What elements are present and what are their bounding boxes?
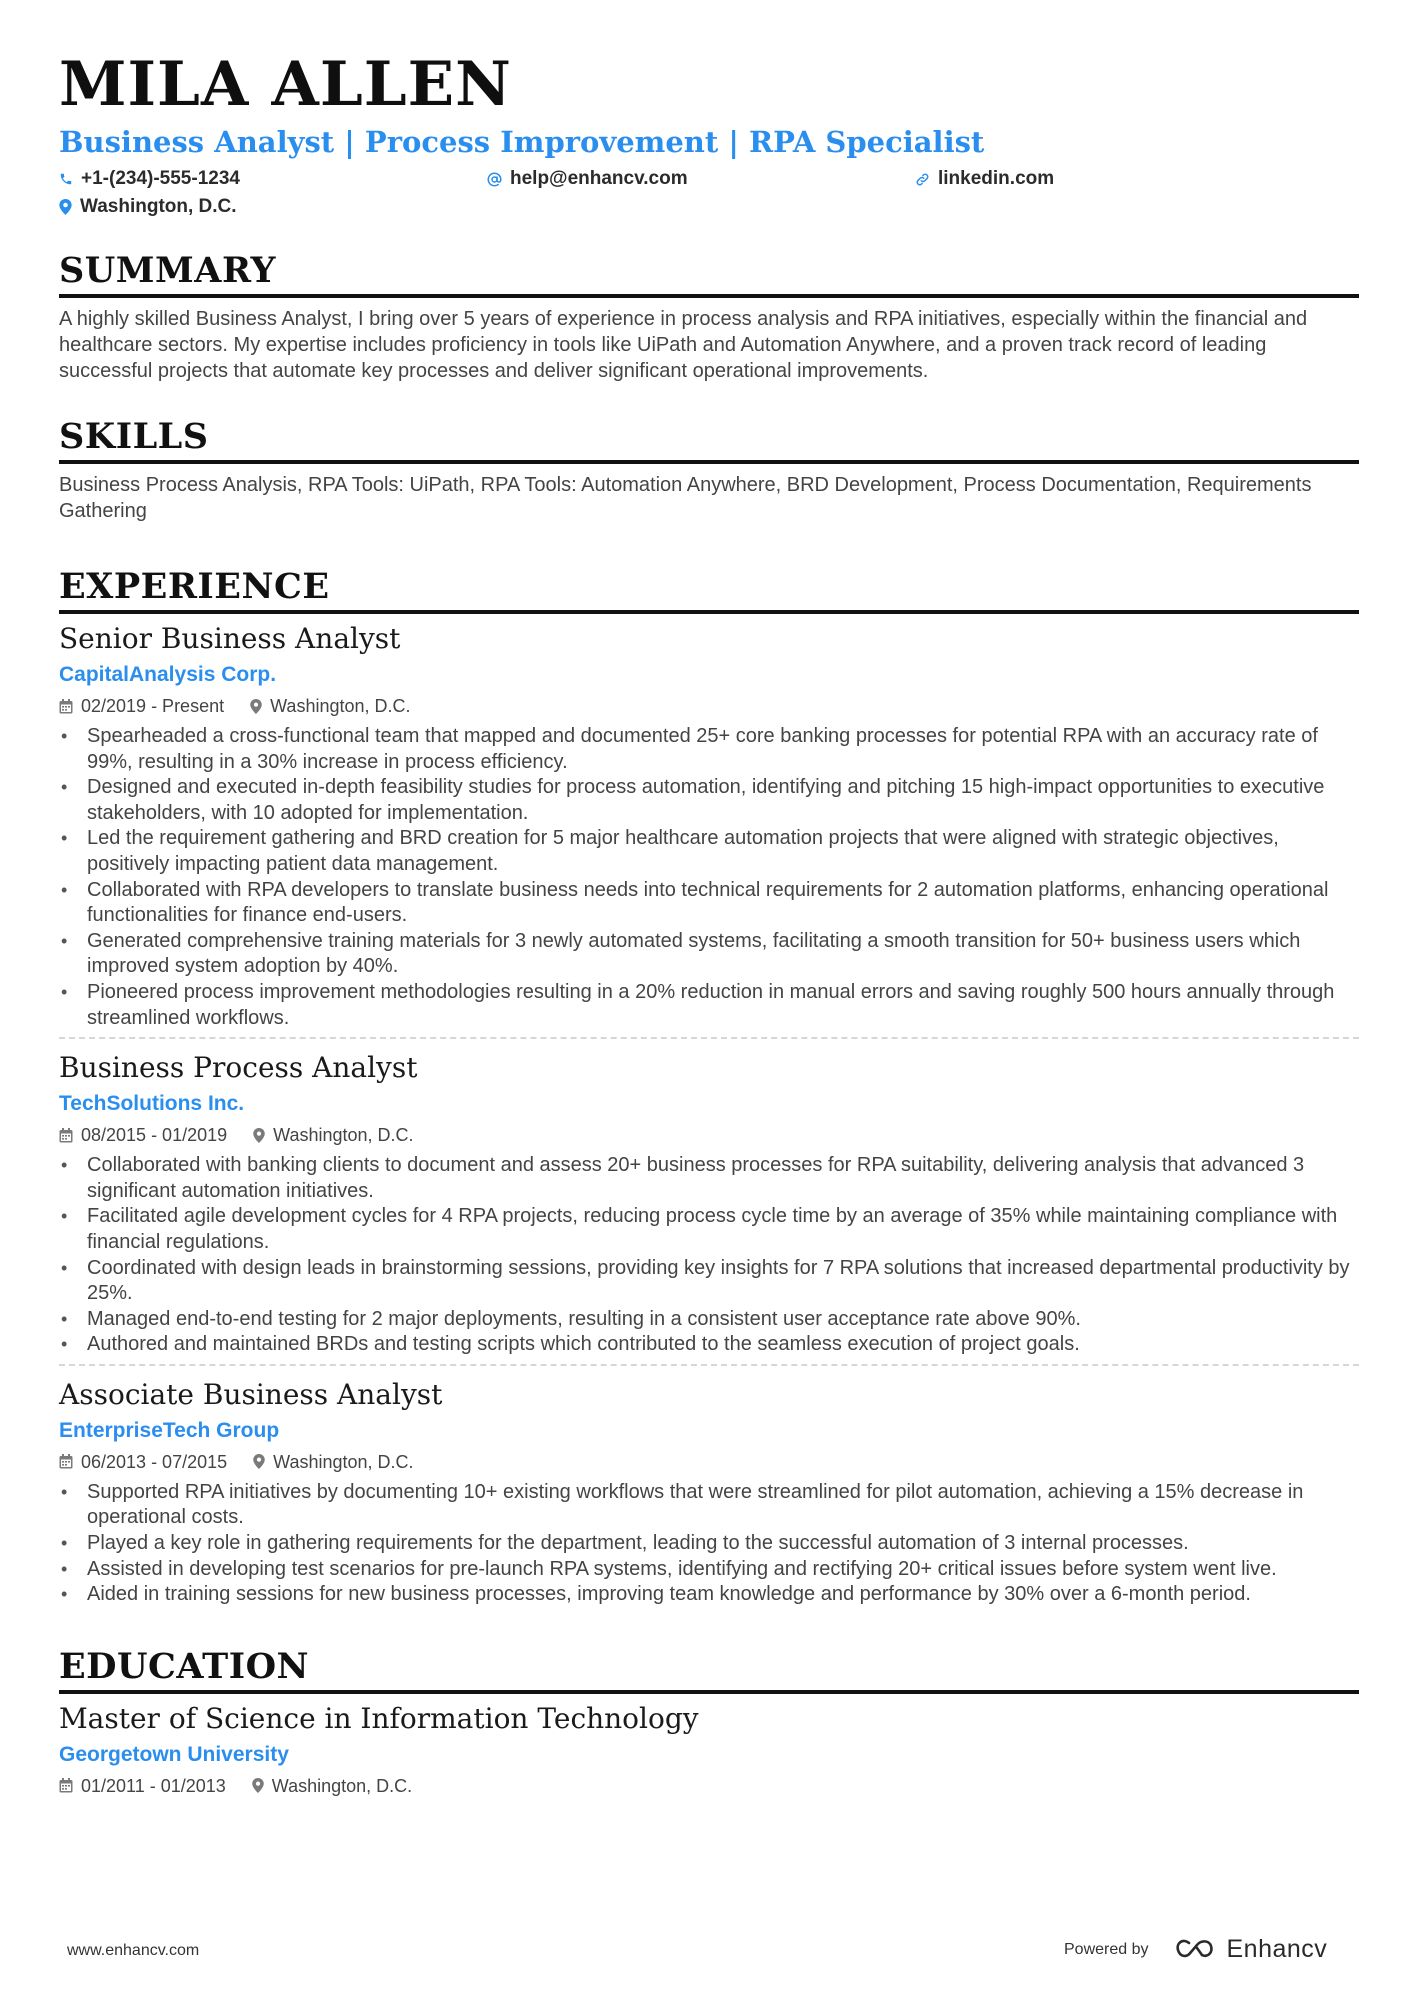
at-icon <box>487 172 502 187</box>
contact-location <box>59 194 237 220</box>
job-entry <box>59 1376 1359 1614</box>
phone-text: +1-(234)-555-1234 <box>81 168 240 189</box>
education-section <box>59 1644 1359 1800</box>
experience-section <box>59 564 1359 1614</box>
education-dates-text: 01/2011 - 01/2013 <box>81 1775 226 1796</box>
location-pin-icon <box>253 1128 265 1143</box>
summary-text: A highly skilled Business Analyst, I bring over 5 years of experience in process analysis and RPA initiatives, especially within the financial and healthcare sectors. My expertise includes proficiency in tools like UiPath and Automation Anywhere, and a proven track record of leading successful projects that automate key processes and deliver significant operational improvements. <box>59 308 1308 382</box>
location-pin-icon <box>59 199 72 215</box>
job-dates <box>59 1121 227 1149</box>
job-role: Associate Business Analyst <box>59 1377 443 1411</box>
job-meta <box>59 1121 1359 1149</box>
bullet-item: • Supported RPA initiatives by documenting 10+ existing workflows that were streamlined for pilot automation, achieving a 15% decrease in operational costs. <box>59 1480 1359 1531</box>
job-company[interactable]: CapitalAnalysis Corp. <box>59 663 277 686</box>
contact-row-2 <box>59 194 1359 220</box>
job-location <box>250 692 410 720</box>
job-entry <box>59 620 1359 1039</box>
job-bullets <box>59 1153 1359 1358</box>
education-heading: EDUCATION <box>59 1644 1359 1694</box>
bullet-item: • Managed end-to-end testing for 2 major deployments, resulting in a consistent user acceptance rate above 90%. <box>59 1307 1359 1333</box>
job-meta <box>59 692 1359 720</box>
bullet-item: • Assisted in developing test scenarios for pre-launch RPA systems, identifying and rectifying 20+ critical issues before system went live. <box>59 1557 1359 1583</box>
job-location-text: Washington, D.C. <box>273 1125 414 1146</box>
calendar-icon <box>59 1128 73 1143</box>
bullet-item: • Coordinated with design leads in brainstorming sessions, providing key insights for 7 RPA solutions that increased departmental productivity by 25%. <box>59 1256 1359 1307</box>
job-role: Senior Business Analyst <box>59 622 401 655</box>
bullet-item: • Facilitated agile development cycles for 4 RPA projects, reducing process cycle time by an average of 35% while maintaining compliance with financial regulations. <box>59 1204 1359 1255</box>
summary-heading: SUMMARY <box>59 248 1359 298</box>
job-bullets <box>59 724 1359 1031</box>
contact-linkedin[interactable] <box>915 166 1054 192</box>
contact-phone[interactable] <box>59 166 487 192</box>
footer-branding[interactable] <box>1064 1935 1327 1964</box>
skills-text: Business Process Analysis, RPA Tools: UiPath, RPA Tools: Automation Anywhere, BRD Development, Process Documentation, Requirements Gathering <box>59 474 1312 522</box>
job-meta <box>59 1448 1359 1476</box>
location-pin-icon <box>252 1778 264 1793</box>
skills-heading: SKILLS <box>59 414 1359 464</box>
job-dates <box>59 692 224 720</box>
job-company[interactable]: EnterpriseTech Group <box>59 1418 280 1442</box>
education-location-text: Washington, D.C. <box>271 1775 413 1796</box>
skills-section <box>59 414 1359 524</box>
bullet-item: • Led the requirement gathering and BRD creation for 5 major healthcare automation projects that were aligned with strategic objectives, positively impacting patient data management. <box>59 826 1359 877</box>
bullet-item: • Collaborated with RPA developers to translate business needs into technical requirements for 2 automation platforms, enhancing operational functionalities for finance end-users. <box>59 878 1359 929</box>
bullet-item: • Pioneered process improvement methodologies resulting in a 20% reduction in manual errors and saving roughly 500 hours annually through streamlined workflows. <box>59 980 1359 1031</box>
job-bullets <box>59 1480 1359 1608</box>
job-dates-text: 06/2013 - 07/2015 <box>81 1451 228 1472</box>
candidate-name: MILA ALLEN <box>59 49 512 120</box>
brand-name: Enhancv <box>1226 1935 1328 1963</box>
calendar-icon <box>59 1778 73 1793</box>
degree-title: Master of Science in Information Technology <box>59 1701 699 1735</box>
job-company[interactable]: TechSolutions Inc. <box>59 1092 245 1116</box>
bullet-item: • Generated comprehensive training materials for 3 newly automated systems, facilitating a smooth transition for 50+ business users which improved system adoption by 40%. <box>59 929 1359 980</box>
job-role: Business Process Analyst <box>59 1051 418 1085</box>
calendar-icon <box>59 699 73 714</box>
link-icon <box>915 172 930 187</box>
contact-row <box>59 166 1359 192</box>
job-dates-text: 08/2015 - 01/2019 <box>81 1125 228 1146</box>
candidate-title: Business Analyst | Process Improvement | RPA Specialist <box>59 125 985 159</box>
job-dates-text: 02/2019 - Present <box>81 696 225 716</box>
bullet-item: • Collaborated with banking clients to document and assess 20+ business processes for RPA suitability, delivering analysis that advanced 3 significant automation initiatives. <box>59 1153 1359 1204</box>
location-text: Washington, D.C. <box>80 196 237 217</box>
bullet-item: • Aided in training sessions for new business processes, improving team knowledge and performance by 30% over a 6-month period. <box>59 1582 1359 1608</box>
job-dates <box>59 1448 227 1476</box>
footer-website[interactable]: www.enhancv.com <box>67 1942 200 1959</box>
bullet-item: • Played a key role in gathering requirements for the department, leading to the successful automation of 3 internal processes. <box>59 1531 1359 1557</box>
email-text: help@enhancv.com <box>510 168 688 189</box>
enhancv-logo-icon <box>1175 1939 1219 1961</box>
resume-page <box>59 48 1359 1800</box>
job-location-text: Washington, D.C. <box>273 1451 414 1472</box>
job-location-text: Washington, D.C. <box>270 696 411 716</box>
contact-email[interactable] <box>487 166 915 192</box>
job-entry <box>59 1049 1359 1366</box>
summary-section <box>59 248 1359 384</box>
bullet-item: • Authored and maintained BRDs and testing scripts which contributed to the seamless execution of project goals. <box>59 1332 1359 1358</box>
bullet-item: • Designed and executed in-depth feasibility studies for process automation, identifying and pitching 15 high-impact opportunities to executive stakeholders, with 10 adopted for implementation. <box>59 775 1359 826</box>
school-name[interactable]: Georgetown University <box>59 1742 289 1766</box>
linkedin-text: linkedin.com <box>938 168 1055 189</box>
experience-heading: EXPERIENCE <box>59 564 1359 614</box>
bullet-item: • Spearheaded a cross-functional team that mapped and documented 25+ core banking processes for potential RPA with an accuracy rate of 99%, resulting in a 30% increase in process efficiency. <box>59 724 1359 775</box>
calendar-icon <box>59 1454 73 1469</box>
education-dates <box>59 1772 226 1800</box>
location-pin-icon <box>250 699 262 714</box>
job-location <box>253 1121 413 1149</box>
education-location <box>252 1772 412 1800</box>
education-meta <box>59 1772 1359 1800</box>
phone-icon <box>59 172 73 186</box>
powered-by-text: Powered by <box>1064 1940 1149 1958</box>
location-pin-icon <box>253 1454 265 1469</box>
job-location <box>253 1448 413 1476</box>
